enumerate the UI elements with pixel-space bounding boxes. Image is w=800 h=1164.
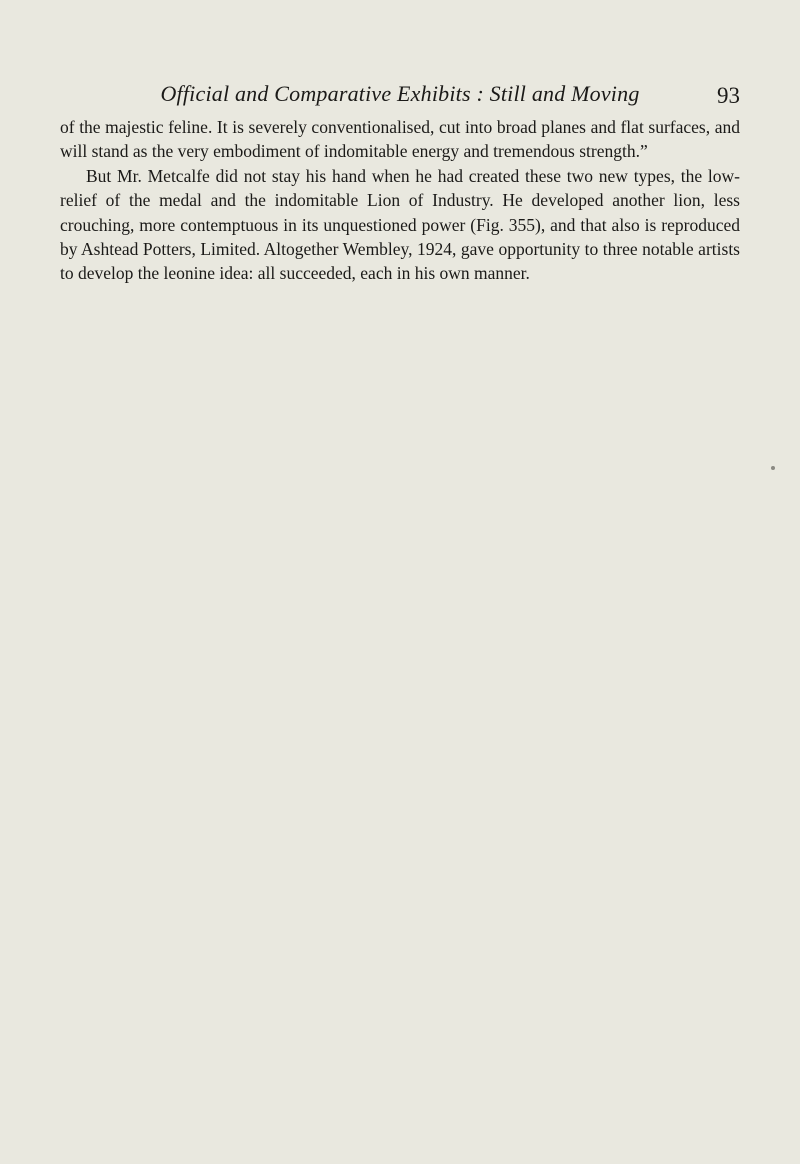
paragraph: But Mr. Metcalfe did not stay his hand when he had created these two new types, the low-relief of the medal and the indomitable Lion of Industry. He developed another lion, less crouching, more contemptuous in its unquestioned power (Fig. 355), and that also is reproduced by Ashtead Potters, Limited. Altogether Wembley, 1924, gave opportunity to three notable artists to develop the leonine idea: all succeeded, each in his own manner. — [60, 165, 740, 284]
running-title: Official and Comparative Exhibits : Still and Moving — [160, 81, 640, 106]
paragraph-continued: of the majestic feline. It is severely conventionalised, cut into broad planes and flat surfaces, and will stand as the very embodiment of indomitable energy and tremendous strength.” — [60, 117, 740, 162]
page-number: 93 — [717, 83, 740, 108]
paper-speck — [771, 466, 775, 470]
body-text — [60, 115, 740, 286]
running-head — [60, 80, 740, 120]
